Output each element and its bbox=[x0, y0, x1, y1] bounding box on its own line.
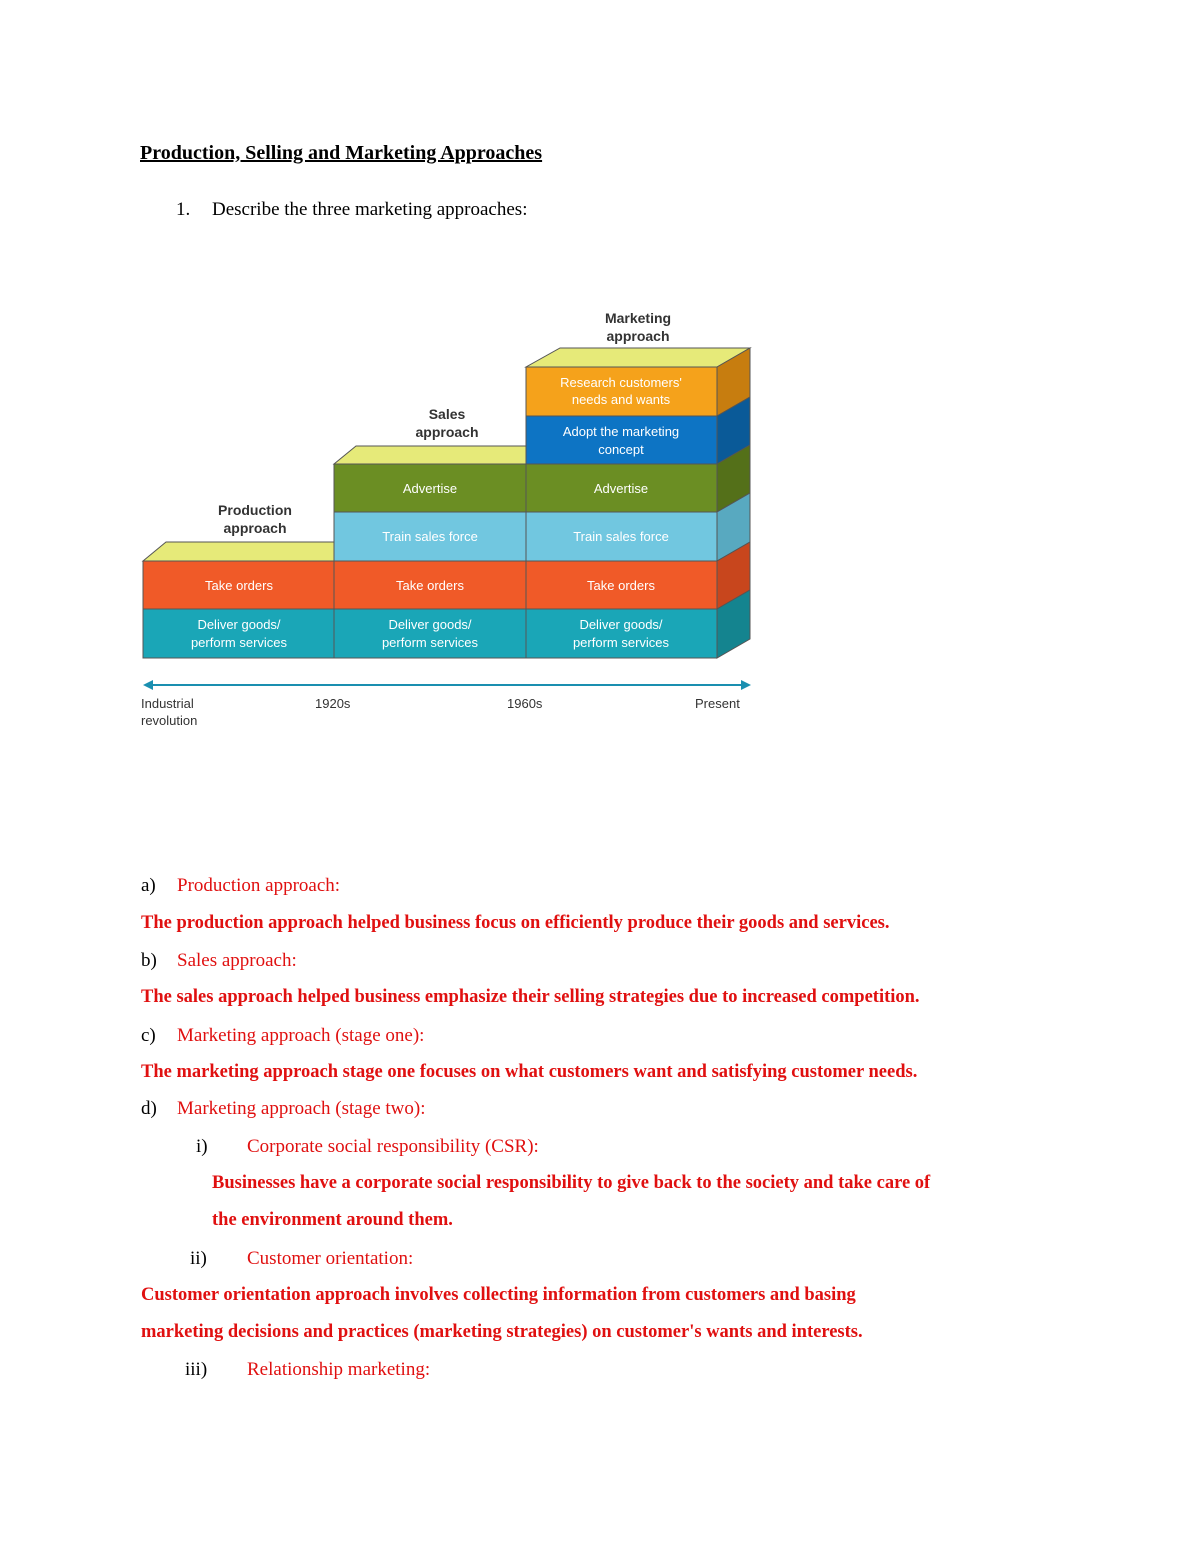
label-deliver-3b: perform services bbox=[572, 635, 670, 650]
item-c-answer: The marketing approach stage one focuses on what customers want and satisfying customer needs. bbox=[141, 1062, 918, 1082]
item-ii-answer-line2: marketing decisions and practices (marketing strategies) on customer's wants and interests. bbox=[141, 1322, 863, 1342]
timeline-1960s: 1960s bbox=[507, 696, 543, 711]
item-iii-text: Relationship marketing: bbox=[247, 1359, 431, 1380]
item-c-text: Marketing approach (stage one): bbox=[177, 1025, 425, 1046]
header-marketing-2: approach bbox=[606, 328, 670, 344]
item-c-label: c) bbox=[141, 1025, 156, 1046]
item-ii-label: ii) bbox=[190, 1248, 207, 1269]
timeline-1920s: 1920s bbox=[315, 696, 351, 711]
label-advertise-2: Advertise bbox=[402, 481, 458, 496]
label-advertise-3: Advertise bbox=[593, 481, 649, 496]
item-d-label: d) bbox=[141, 1098, 157, 1119]
item-a-answer: The production approach helped business focus on efficiently produce their goods and services. bbox=[141, 913, 890, 933]
label-take-orders-2: Take orders bbox=[396, 578, 464, 593]
label-deliver-2b: perform services bbox=[381, 635, 479, 650]
item-i-answer-line1: Businesses have a corporate social responsibility to give back to the society and take care of bbox=[212, 1173, 931, 1193]
label-research-2: needs and wants bbox=[571, 392, 671, 407]
label-deliver-1a: Deliver goods/ bbox=[197, 617, 281, 632]
label-train-3: Train sales force bbox=[573, 529, 669, 544]
header-marketing-1: Marketing bbox=[604, 310, 672, 326]
label-adopt-2: concept bbox=[598, 442, 644, 457]
label-research-1: Research customers' bbox=[560, 375, 682, 390]
approaches-diagram bbox=[138, 305, 758, 735]
item-b-answer: The sales approach helped business emphasize their selling strategies due to increased competition. bbox=[141, 987, 920, 1007]
item-ii-text: Customer orientation: bbox=[247, 1248, 414, 1269]
item-i-text: Corporate social responsibility (CSR): bbox=[247, 1136, 539, 1157]
marketing-top-face bbox=[526, 348, 750, 367]
label-train-2: Train sales force bbox=[382, 529, 478, 544]
sales-top-face bbox=[334, 446, 548, 464]
header-sales-1: Sales bbox=[428, 406, 466, 422]
item-i-answer-line2: the environment around them. bbox=[212, 1210, 453, 1230]
label-deliver-1b: perform services bbox=[190, 635, 288, 650]
item-b-text: Sales approach: bbox=[177, 950, 297, 971]
label-adopt-1: Adopt the marketing bbox=[562, 424, 680, 439]
item-a-text: Production approach: bbox=[177, 875, 341, 896]
item-ii-answer-line1: Customer orientation approach involves collecting information from customers and basing bbox=[141, 1285, 856, 1305]
label-deliver-2a: Deliver goods/ bbox=[388, 617, 472, 632]
timeline-present: Present bbox=[695, 696, 740, 711]
question-text: Describe the three marketing approaches: bbox=[212, 199, 528, 220]
item-i-label: i) bbox=[196, 1136, 208, 1157]
question-number: 1. bbox=[176, 199, 191, 220]
item-d-text: Marketing approach (stage two): bbox=[177, 1098, 426, 1119]
label-take-orders-3: Take orders bbox=[587, 578, 655, 593]
header-sales-2: approach bbox=[415, 424, 479, 440]
page-title: Production, Selling and Marketing Approaches bbox=[140, 142, 543, 164]
production-top-face bbox=[143, 542, 334, 561]
timeline-start-1: Industrial bbox=[141, 696, 194, 711]
label-deliver-3a: Deliver goods/ bbox=[579, 617, 663, 632]
item-b-label: b) bbox=[141, 950, 157, 971]
header-production-1: Production bbox=[218, 502, 292, 518]
timeline-arrow bbox=[143, 680, 751, 690]
item-iii-label: iii) bbox=[185, 1359, 208, 1380]
timeline-start-2: revolution bbox=[141, 713, 198, 728]
item-a-label: a) bbox=[141, 875, 156, 896]
label-take-orders-1: Take orders bbox=[205, 578, 273, 593]
header-production-2: approach bbox=[223, 520, 287, 536]
